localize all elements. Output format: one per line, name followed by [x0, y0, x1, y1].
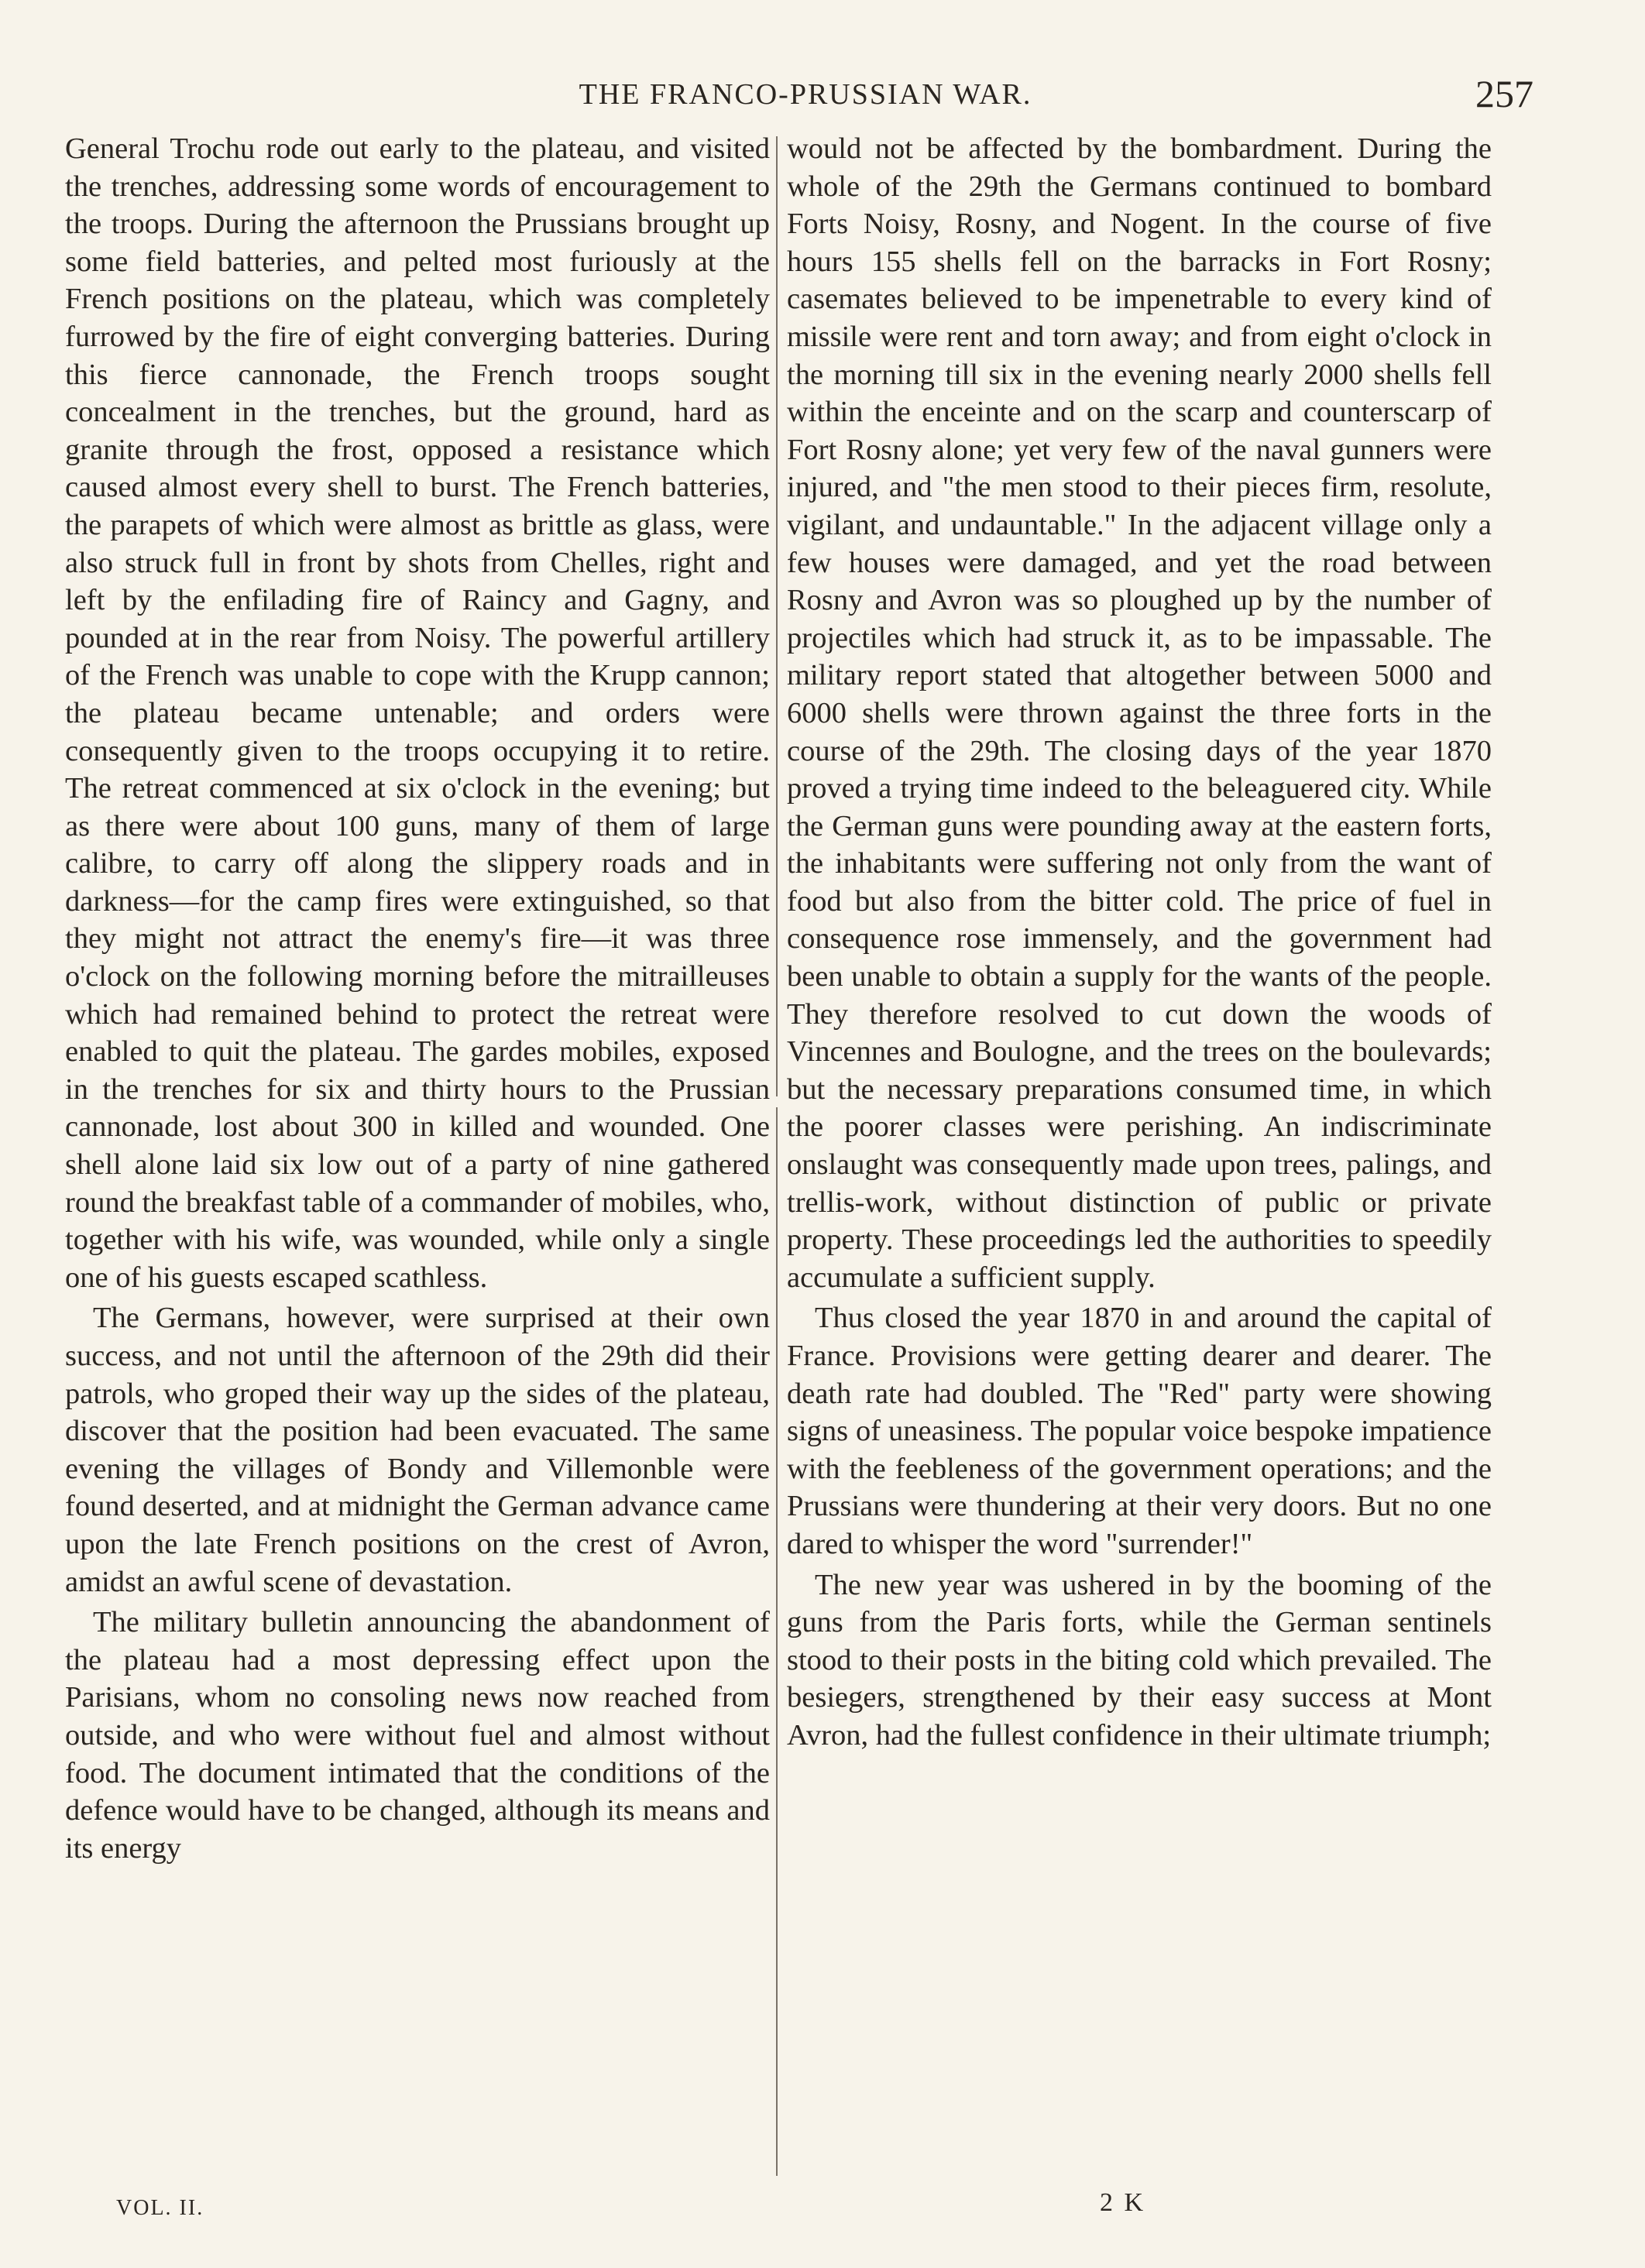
paragraph: would not be affected by the bombardment. During the whole of the 29th the Germans continued to bombard Forts Noisy, Rosny, and Nogent. In the course of five hours 155 shells fell on the barracks in Fort Rosny; casemates believed to be impenetrable to every kind of missile were rent and torn away; and from eight o'clock in the morning till six in the evening nearly 2000 shells fell within the enceinte and on the scarp and counterscarp of Fort Rosny alone; yet very few of the naval gunners were injured, and "the men stood to their pieces firm, resolute, vigilant, and undauntable." In the adjacent village only a few houses were damaged, and yet the road between Rosny and Avron was so ploughed up by the number of projectiles which had struck it, as to be impassable. The military report stated that altogether between 5000 and 6000 shells were thrown against the three forts in the course of the 29th. The closing days of the year 1870 proved a trying time indeed to the beleaguered city. While the German guns were pounding away at the eastern forts, the inhabitants were suffering not only from the want of food but also from the bitter cold. The price of fuel in consequence rose immensely, and the government had been unable to obtain a supply for the wants of the people. They therefore resolved to cut down the woods of Vincennes and Boulogne, and the trees on the boulevards; but the necessary preparations consumed time, in which the poorer classes were perishing. An indiscriminate onslaught was consequently made upon trees, palings, and trellis-work, without distinction of public or private property. These proceedings led the authorities to speedily accumulate a sufficient supply. — [787, 132, 1492, 1294]
left-column — [65, 130, 770, 1867]
paragraph: The military bulletin announcing the abandonment of the plateau had a most depressing effect upon the Parisians, whom no consoling news now reached from outside, and who were without fuel and almost without food. The document intimated that the conditions of the defence would have to be changed, although its means and its energy — [65, 1606, 770, 1865]
right-column — [787, 130, 1492, 1755]
volume-label: VOL. II. — [116, 2196, 204, 2220]
running-title: THE FRANCO-PRUSSIAN WAR. — [579, 78, 1032, 111]
page-number: 257 — [1475, 72, 1533, 115]
column-divider — [776, 1107, 778, 2176]
paragraph: The new year was ushered in by the booming of the guns from the Paris forts, while the German sentinels stood to their posts in the biting cold which prevailed. The besiegers, strengthened by their easy success at Mont Avron, had the fullest confidence in their ultimate triumph; — [787, 1568, 1492, 1752]
paragraph: General Trochu rode out early to the plateau, and visited the trenches, addressing some words of encouragement to the troops. During the afternoon the Prussians brought up some field batteries, and pelted most furiously at the French positions on the plateau, which was completely furrowed by the fire of eight converging batteries. During this fierce cannonade, the French troops sought concealment in the trenches, but the ground, hard as granite through the frost, opposed a resistance which caused almost every shell to burst. The French batteries, the parapets of which were almost as brittle as glass, were also struck full in front by shots from Chelles, right and left by the enfilading fire of Raincy and Gagny, and pounded at in the rear from Noisy. The powerful artillery of the French was unable to cope with the Krupp cannon; the plateau became untenable; and orders were consequently given to the troops occupying it to retire. The retreat commenced at six o'clock in the evening; but as there were about 100 guns, many of them of large calibre, to carry off along the slippery roads and in darkness—for the camp fires were extinguished, so that they might not attract the enemy's fire—it was three o'clock on the following morning before the mitrailleuses which had remained behind to protect the retreat were enabled to quit the plateau. The gardes mobiles, exposed in the trenches for six and thirty hours to the Prussian cannonade, lost about 300 in killed and wounded. One shell alone laid six low out of a party of nine gathered round the breakfast table of a commander of mobiles, who, together with his wife, was wounded, while only a single one of his guests escaped scathless. — [65, 132, 770, 1294]
paragraph: Thus closed the year 1870 in and around the capital of France. Provisions were getting dearer and dearer. The death rate had doubled. The "Red" party were showing signs of uneasiness. The popular voice bespoke impatience with the feebleness of the government operations; and the Prussians were thundering at their very doors. But no one dared to whisper the word "surrender!" — [787, 1302, 1492, 1560]
paragraph: The Germans, however, were surprised at their own success, and not until the afternoon of the 29th did their patrols, who groped their way up the sides of the plateau, discover that the position had been evacuated. The same evening the villages of Bondy and Villemonble were found deserted, and at midnight the German advance came upon the late French positions on the crest of Avron, amidst an awful scene of devastation. — [65, 1302, 770, 1598]
signature-mark: 2 K — [1100, 2188, 1146, 2217]
column-divider — [776, 136, 778, 1096]
